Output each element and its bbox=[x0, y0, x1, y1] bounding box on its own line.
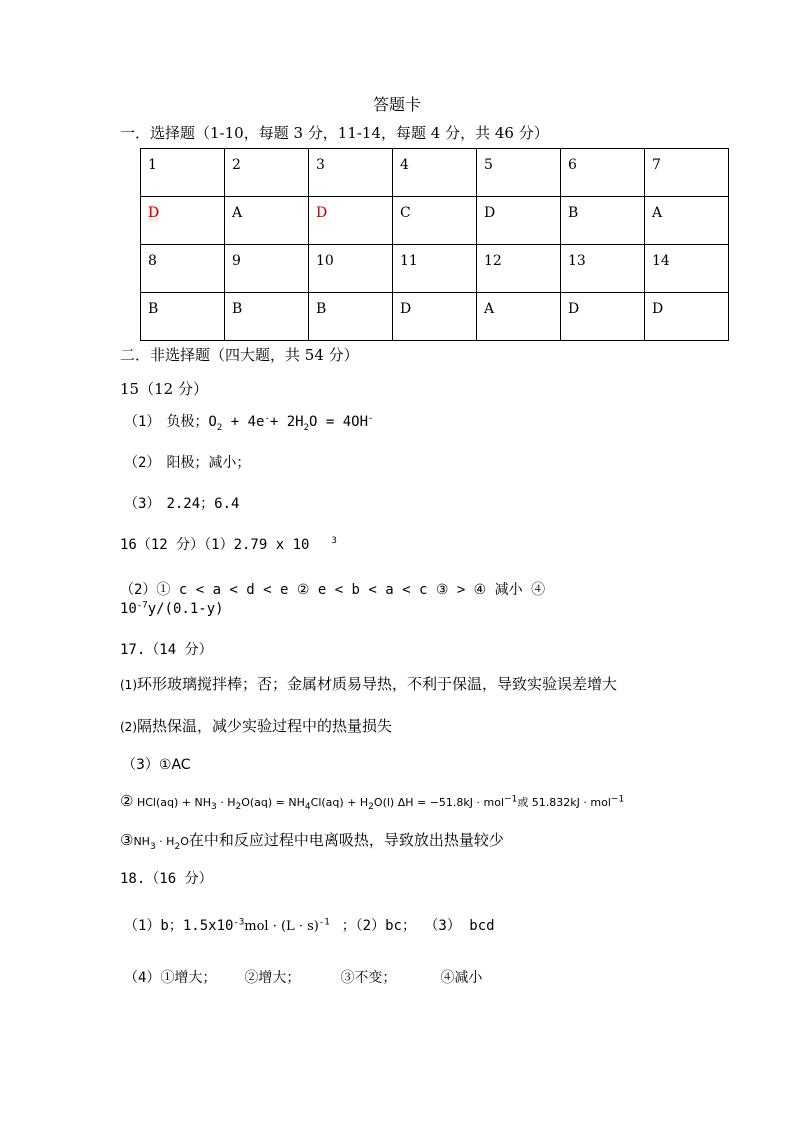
table-cell: 5 bbox=[477, 149, 561, 197]
q16-part2: （2）① c < a < d < e ② e < b < a < c ③ > ④ 减小 ④ bbox=[120, 582, 546, 598]
table-cell: 1 bbox=[141, 149, 225, 197]
q15-part3: （3） 2.24；6.4 bbox=[124, 496, 240, 512]
table-cell: D bbox=[141, 197, 225, 245]
table-cell: A bbox=[477, 293, 561, 341]
table-cell: 7 bbox=[645, 149, 729, 197]
page-title: 答题卡 bbox=[372, 95, 421, 114]
table-cell: 2 bbox=[225, 149, 309, 197]
table-cell: B bbox=[309, 293, 393, 341]
table-cell: D bbox=[393, 293, 477, 341]
q18-heading: 18.（16 分） bbox=[120, 871, 213, 887]
table-cell: 3 bbox=[309, 149, 393, 197]
q17-part3: （3）①AC bbox=[122, 757, 191, 773]
q15-heading: 15（12 分） bbox=[120, 380, 208, 398]
table-row bbox=[141, 197, 729, 245]
q17-part1: (1)环形玻璃搅拌棒；否；金属材质易导热，不利于保温，导致实验误差增大 bbox=[120, 675, 618, 693]
table-cell: 11 bbox=[393, 245, 477, 293]
q17-heading: 17.（14 分） bbox=[120, 642, 213, 658]
table-cell: D bbox=[477, 197, 561, 245]
table-cell: 9 bbox=[225, 245, 309, 293]
q16-heading: 16（12 分）（1）2.79 x 10 $^3$ bbox=[120, 536, 337, 553]
table-row bbox=[141, 149, 729, 197]
q15-part2: （2） 阳极；减小； bbox=[124, 455, 251, 471]
table-cell: B bbox=[141, 293, 225, 341]
table-cell: B bbox=[561, 197, 645, 245]
table-cell: 12 bbox=[477, 245, 561, 293]
table-cell: D bbox=[309, 197, 393, 245]
q17-part5: $③NH_3 \cdot H_2O$在中和反应过程中电离吸热，导致放出热量较少 bbox=[120, 831, 504, 852]
section2-heading: 二．非选择题（四大题，共 54 分） bbox=[120, 346, 359, 364]
table-cell: B bbox=[225, 293, 309, 341]
table-cell: 8 bbox=[141, 245, 225, 293]
table-cell: A bbox=[225, 197, 309, 245]
q17-part2: (2)隔热保温，减少实验过程中的热量损失 bbox=[120, 717, 393, 735]
q18-part4: （4）①增大； ②增大； ③不变； ④减小 bbox=[124, 970, 483, 986]
table-cell: C bbox=[393, 197, 477, 245]
table-row bbox=[141, 293, 729, 341]
q18-part1-3: （1）b；$1.5x10^{-3}mol \cdot (L \cdot s)^{-1}$ ；（2）bc； （3） bcd bbox=[124, 917, 495, 934]
q17-equation: ② $HCl(aq) + NH_3 \cdot H_2O(aq) = NH_4Cl(aq) + H_2O(l) \Delta H = -51.8kJ \cdot mol^{-1}$或 51.832kJ · mol$^{-1}$ bbox=[120, 792, 625, 813]
table-cell: 6 bbox=[561, 149, 645, 197]
answer-table bbox=[140, 148, 729, 341]
table-row bbox=[141, 245, 729, 293]
table-cell: D bbox=[561, 293, 645, 341]
table-cell: D bbox=[645, 293, 729, 341]
table-cell: 13 bbox=[561, 245, 645, 293]
section1-heading: 一．选择题（1-10，每题 3 分，11-14，每题 4 分，共 46 分） bbox=[120, 124, 549, 142]
table-cell: 10 bbox=[309, 245, 393, 293]
q15-part1: （1） 负极；$O_2 + 4e^-+ 2H_2O = 4OH^-$ bbox=[124, 413, 374, 433]
table-cell: 14 bbox=[645, 245, 729, 293]
table-cell: A bbox=[645, 197, 729, 245]
table-cell: 4 bbox=[393, 149, 477, 197]
q16-part2-expression: $10^{-7}y/(0.1-y)$ bbox=[120, 600, 224, 617]
